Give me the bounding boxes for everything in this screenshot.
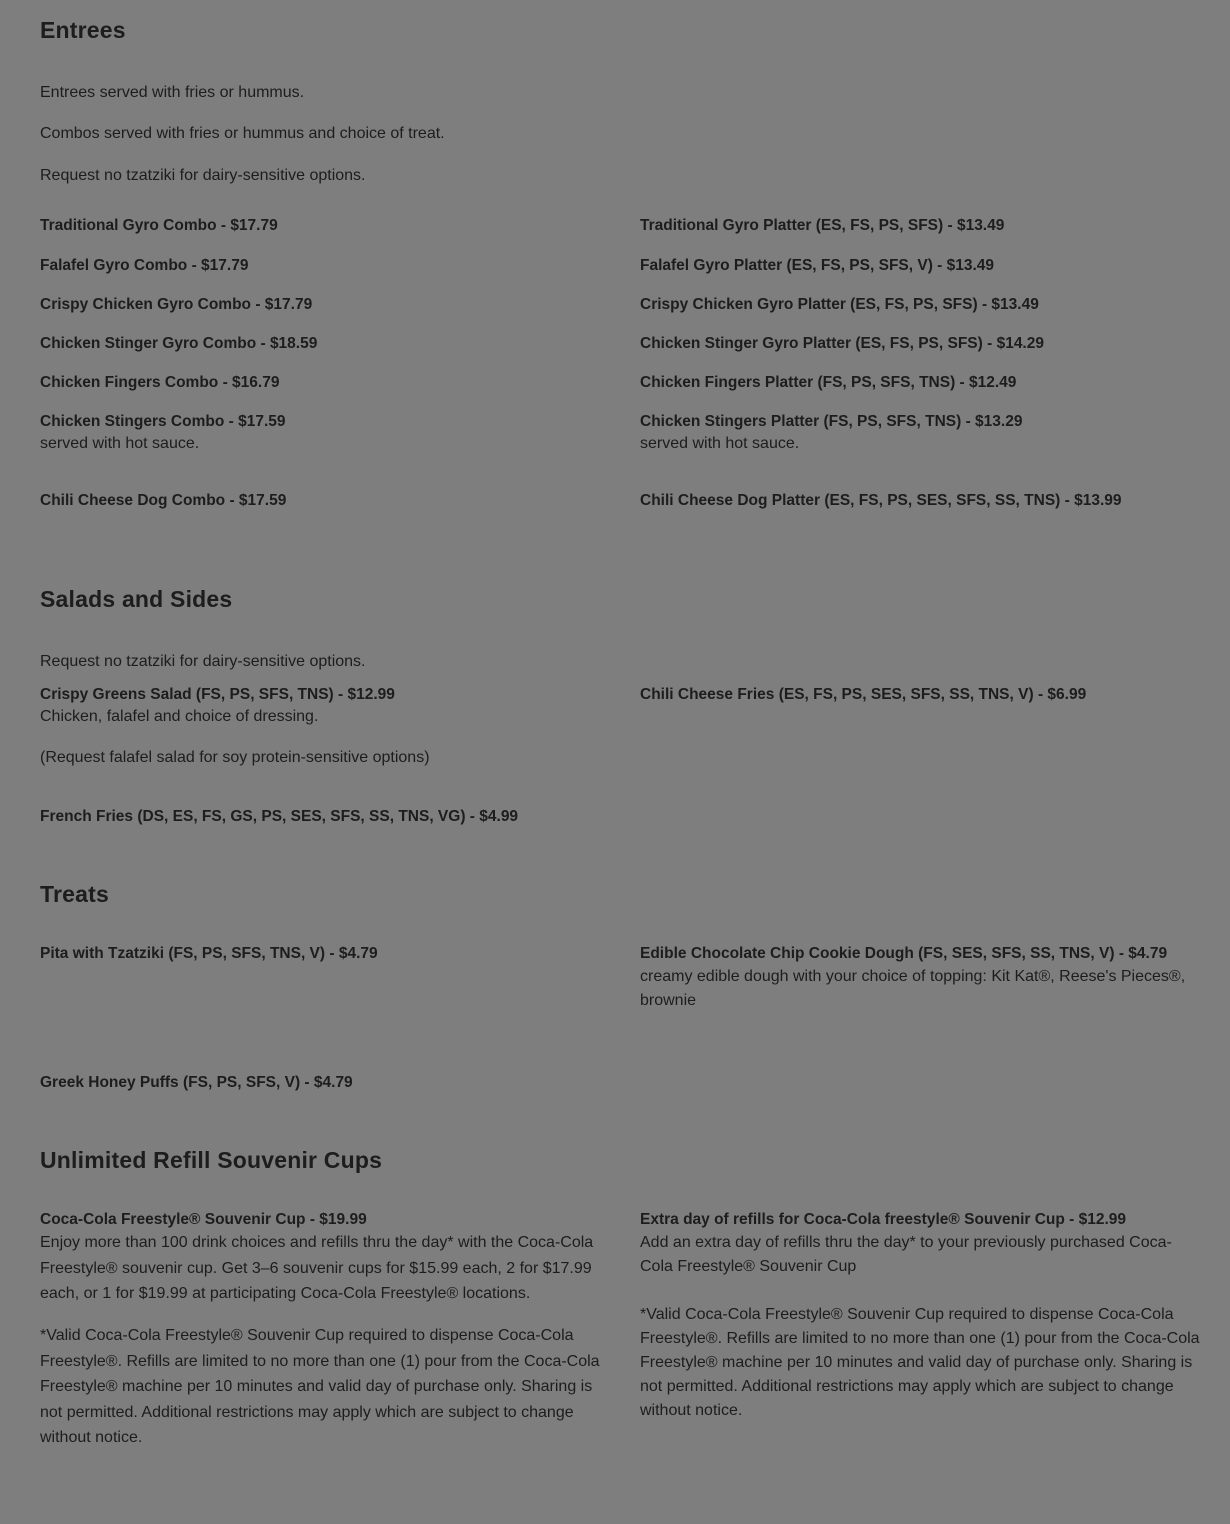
- menu-item-title: Crispy Chicken Gyro Combo - $17.79: [40, 296, 313, 313]
- menu-item-desc: Enjoy more than 100 drink choices and refills thru the day* with the Coca-Cola Freestyle® souvenir cup. Get 3–6 souvenir cups for $15.99 each, 2 for $17.99 each, or 1 for $19.99 at participating Coca-Cola Freestyle® locations.: [40, 1234, 594, 1303]
- menu-item-title: Chicken Fingers Platter (FS, PS, SFS, TNS) - $12.49: [640, 374, 1017, 391]
- menu-item-title: French Fries (DS, ES, FS, GS, PS, SES, SFS, SS, TNS, VG) - $4.99: [40, 808, 519, 825]
- menu-item-desc: creamy edible dough with your choice of topping: Kit Kat®, Reese's Pieces®, brownie: [640, 968, 1186, 1009]
- menu-item-title: Crispy Chicken Gyro Platter (ES, FS, PS, SFS) - $13.49: [640, 296, 1039, 313]
- menu-item-title: Traditional Gyro Combo - $17.79: [40, 217, 278, 234]
- menu-item-desc: Chicken, falafel and choice of dressing.: [40, 708, 319, 725]
- salads-note: Request no tzatziki for dairy-sensitive options.: [40, 653, 366, 670]
- menu-item-disclaimer: *Valid Coca-Cola Freestyle® Souvenir Cup required to dispense Coca-Cola Freestyle®. Refills are limited to no more than one (1) pour from the Coca-Cola Freestyle® machine per 10 minutes and valid day of purchase only. Sharing is not permitted. Additional restrictions may apply which are subject to change without notice.: [640, 1306, 1200, 1419]
- menu-item-title: Falafel Gyro Combo - $17.79: [40, 257, 249, 274]
- menu-item-title: Chicken Stinger Gyro Platter (ES, FS, PS, SFS) - $14.29: [640, 335, 1044, 352]
- entrees-note: Combos served with fries or hummus and choice of treat.: [40, 125, 445, 142]
- menu-item-title: Greek Honey Puffs (FS, PS, SFS, V) - $4.79: [40, 1074, 353, 1091]
- menu-item-title: Pita with Tzatziki (FS, PS, SFS, TNS, V) - $4.79: [40, 945, 378, 962]
- menu-item-title: Chili Cheese Dog Combo - $17.59: [40, 492, 287, 509]
- cups-heading: Unlimited Refill Souvenir Cups: [40, 1147, 383, 1173]
- menu-item-title: Chicken Fingers Combo - $16.79: [40, 374, 280, 391]
- menu-item-title: Falafel Gyro Platter (ES, FS, PS, SFS, V) - $13.49: [640, 257, 995, 274]
- menu-item-title: Chicken Stingers Combo - $17.59: [40, 413, 286, 430]
- entrees-note: Request no tzatziki for dairy-sensitive options.: [40, 167, 366, 184]
- menu-item-note: (Request falafel salad for soy protein-sensitive options): [40, 749, 430, 766]
- menu-item-desc: Add an extra day of refills thru the day* to your previously purchased Coca-Cola Freestyle® Souvenir Cup: [640, 1234, 1172, 1275]
- menu-item-desc: served with hot sauce.: [40, 435, 200, 452]
- menu-item-title: Extra day of refills for Coca-Cola freestyle® Souvenir Cup - $12.99: [640, 1211, 1127, 1228]
- treats-heading: Treats: [40, 881, 109, 907]
- menu-item-title: Crispy Greens Salad (FS, PS, SFS, TNS) - $12.99: [40, 686, 395, 703]
- menu-item-title: Edible Chocolate Chip Cookie Dough (FS, SES, SFS, SS, TNS, V) - $4.79: [640, 945, 1168, 962]
- menu-item-title: Traditional Gyro Platter (ES, FS, PS, SFS) - $13.49: [640, 217, 1005, 234]
- salads-heading: Salads and Sides: [40, 586, 233, 612]
- entrees-note: Entrees served with fries or hummus.: [40, 84, 305, 101]
- menu-item-title: Chili Cheese Dog Platter (ES, FS, PS, SES, SFS, SS, TNS) - $13.99: [640, 492, 1122, 509]
- menu-item-title: Chicken Stingers Platter (FS, PS, SFS, TNS) - $13.29: [640, 413, 1023, 430]
- entrees-heading: Entrees: [40, 17, 126, 43]
- menu-item-title: Chili Cheese Fries (ES, FS, PS, SES, SFS, SS, TNS, V) - $6.99: [640, 686, 1087, 703]
- menu-item-title: Chicken Stinger Gyro Combo - $18.59: [40, 335, 318, 352]
- menu-item-desc: served with hot sauce.: [640, 435, 800, 452]
- menu-item-title: Coca-Cola Freestyle® Souvenir Cup - $19.99: [40, 1211, 367, 1228]
- menu-item-disclaimer: *Valid Coca-Cola Freestyle® Souvenir Cup required to dispense Coca-Cola Freestyle®. Refills are limited to no more than one (1) pour from the Coca-Cola Freestyle® machine per 10 minutes and valid day of purchase only. Sharing is not permitted. Additional restrictions may apply which are subject to change without notice.: [40, 1327, 600, 1447]
